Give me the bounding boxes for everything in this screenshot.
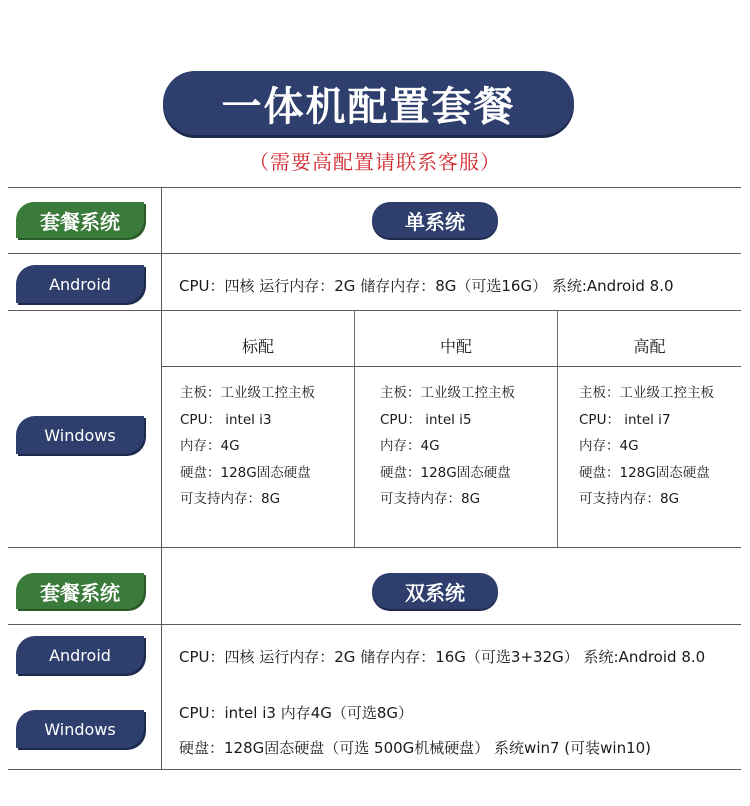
page-subtitle: （需要高配置请联系客服） [249, 150, 501, 174]
spec-item: 内存：4G [180, 438, 240, 454]
spec-item: 主板：工业级工控主板 [579, 385, 714, 401]
column-high: 高配 [633, 337, 666, 356]
android-spec: CPU：四核 运行内存：2G 储存内存：8G（可选16G） 系统:Android 8.0 [179, 277, 674, 295]
spec-item: 可支持内存：8G [380, 491, 481, 507]
windows-spec-line1: CPU：intel i3 内存4G（可选8G） [179, 704, 414, 722]
column-header-divider [162, 366, 741, 367]
table-divider [8, 624, 741, 625]
spec-item: CPU： intel i7 [579, 411, 671, 428]
spec-item: 硬盘：128G固态硬盘 [380, 464, 511, 481]
windows-label: Windows [16, 710, 144, 748]
android-spec: CPU：四核 运行内存：2G 储存内存：16G（可选3+32G） 系统:Android 8.0 [179, 648, 706, 666]
package-system-label: 套餐系统 [16, 202, 144, 238]
spec-list-standard [180, 380, 315, 513]
page-title: 一体机配置套餐 [163, 71, 574, 135]
package-system-label: 套餐系统 [16, 573, 144, 609]
android-label: Android [16, 636, 144, 674]
table-divider [8, 253, 741, 254]
label-column-divider [161, 187, 162, 770]
single-system-heading: 单系统 [372, 202, 498, 238]
spec-item: CPU： intel i5 [380, 411, 472, 428]
android-label: Android [16, 265, 144, 303]
spec-item: 内存：4G [579, 438, 639, 454]
spec-list-high [579, 380, 714, 513]
spec-item: 可支持内存：8G [579, 491, 680, 507]
spec-item: 主板：工业级工控主板 [380, 385, 515, 401]
spec-item: 内存：4G [380, 438, 440, 454]
windows-label: Windows [16, 416, 144, 454]
spec-item: 硬盘：128G固态硬盘 [579, 464, 710, 481]
spec-item: 硬盘：128G固态硬盘 [180, 464, 311, 481]
column-mid: 中配 [439, 337, 472, 356]
table-divider [8, 769, 741, 770]
spec-item: CPU： intel i3 [180, 411, 272, 428]
spec-item: 可支持内存：8G [180, 491, 281, 507]
spec-list-mid [380, 380, 515, 513]
spec-item: 主板：工业级工控主板 [180, 385, 315, 401]
column-standard: 标配 [241, 337, 274, 356]
dual-system-heading: 双系统 [372, 573, 498, 609]
windows-spec-line2: 硬盘：128G固态硬盘（可选 500G机械硬盘） 系统win7 (可装win10) [179, 739, 652, 757]
table-divider [8, 310, 741, 311]
table-divider [8, 187, 741, 188]
table-divider [8, 547, 741, 548]
